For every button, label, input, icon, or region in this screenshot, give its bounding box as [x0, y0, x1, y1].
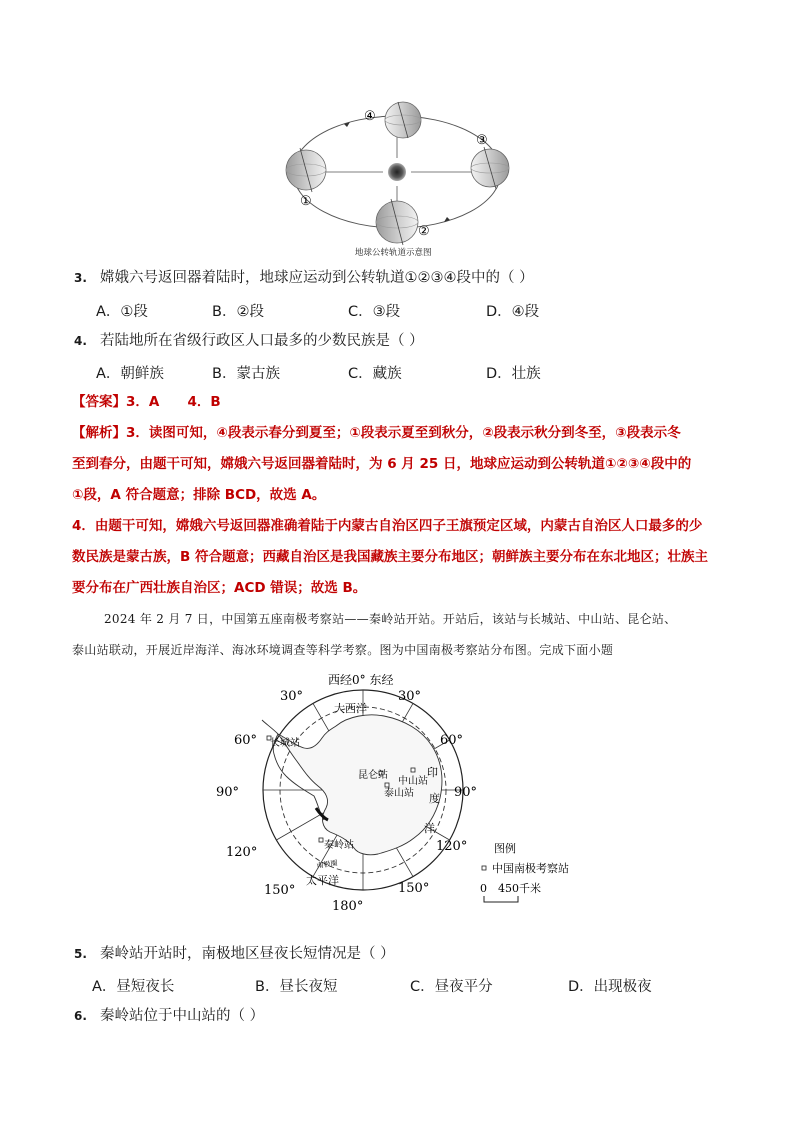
q3-option-a[interactable]: A．①段: [96, 304, 148, 320]
question-number: 3.: [74, 271, 87, 285]
answer-line: [72, 387, 221, 418]
lon-label-w90: 90°: [216, 785, 240, 800]
question-number: 4.: [74, 334, 87, 348]
figure1-caption: 地球公转轨道示意图: [355, 248, 432, 258]
analysis-block: [72, 418, 732, 604]
legend-scale-value: 450千米: [498, 882, 541, 895]
legend-station-marker: [482, 866, 486, 870]
question-text: 若陆地所在省级行政区人口最多的少数民族是（ ）: [100, 333, 424, 349]
lon-label-w120: 120°: [226, 845, 258, 860]
q5-option-b[interactable]: B．昼长夜短: [255, 979, 338, 995]
sun-icon: [388, 163, 406, 181]
q3-option-b[interactable]: B．②段: [212, 304, 264, 320]
earth-globe-1: [286, 148, 326, 192]
station-changcheng: 长城站: [270, 738, 300, 749]
orbit-label-1: ①: [300, 194, 312, 209]
station-taishan: 泰山站: [384, 788, 414, 799]
intro-line-1: 2024 年 2 月 7 日，中国第五座南极考察站——秦岭站开站。开站后，该站与长城站、中山站、昆仑站、: [104, 612, 677, 626]
antarctic-stations-map: [208, 668, 588, 918]
q4-option-b[interactable]: B．蒙古族: [212, 366, 280, 382]
ocean-indian-3: 洋: [424, 822, 435, 835]
orbit-label-4: ④: [364, 109, 376, 124]
question-text: 秦岭站位于中山站的（ ）: [100, 1008, 265, 1024]
ocean-pacific: 太平洋: [306, 874, 339, 887]
analysis-line-5: 数民族是蒙古族，B 符合题意；西藏自治区是我国藏族主要分布地区；朝鲜族主要分布在东北地区；壮族主: [72, 549, 708, 565]
question-6: [74, 1006, 264, 1026]
lon-label-w150: 150°: [264, 883, 296, 898]
analysis-line-4: 4．由题干可知，嫦娥六号返回器准确着陆于内蒙古自治区四子王旗预定区域，内蒙古自治区人口最多的少: [72, 518, 703, 534]
earth-orbit-diagram: [278, 90, 516, 260]
earth-globe-4: [385, 102, 421, 138]
station-kunlun: 昆仑站: [358, 770, 388, 781]
lon-label-e30: 30°: [398, 689, 422, 704]
earth-globe-2: [376, 199, 418, 245]
analysis-line-3: ①段，A 符合题意；排除 BCD，故选 A。: [72, 487, 326, 503]
question-5: [74, 944, 395, 964]
q4-option-d[interactable]: D．壮族: [486, 366, 541, 382]
question-4: [74, 331, 424, 351]
station-marker-taishan: [385, 783, 389, 787]
q5-option-d[interactable]: D．出现极夜: [568, 979, 652, 995]
lon-label-e60: 60°: [440, 733, 464, 748]
q3-option-c[interactable]: C．③段: [348, 304, 401, 320]
legend-scale-bar: [484, 896, 518, 902]
orbit-label-2: ②: [418, 224, 430, 239]
antarctic-circle-label: 南极圈: [316, 859, 339, 870]
analysis-line-6: 要分布在广西壮族自治区；ACD 错误；故选 B。: [72, 580, 367, 596]
legend-title: 图例: [494, 842, 516, 855]
q5-option-c[interactable]: C．昼夜平分: [410, 979, 493, 995]
lon-label-w60: 60°: [234, 733, 258, 748]
answer-tag: 【答案】: [72, 394, 126, 410]
question-number: 6.: [74, 1009, 87, 1023]
answer-text: 3．A 4．B: [126, 394, 221, 410]
ocean-atlantic: 大西洋: [334, 702, 367, 715]
lon-label-180: 180°: [332, 899, 364, 914]
question-3: [74, 268, 534, 288]
question-text: 嫦娥六号返回器着陆时，地球应运动到公转轨道①②③④段中的（ ）: [100, 270, 534, 286]
station-qinling: 秦岭站: [324, 840, 354, 851]
question-number: 5.: [74, 947, 87, 961]
station-marker-zhongshan: [411, 768, 415, 772]
q5-option-a[interactable]: A．昼短夜长: [92, 979, 175, 995]
ocean-indian-1: 印: [427, 766, 438, 779]
lon-label-e90: 90°: [454, 785, 478, 800]
analysis-tag: 【解析】: [72, 425, 126, 441]
analysis-line-1: 【解析】3．读图可知，④段表示春分到夏至；①段表示夏至到秋分，②段表示秋分到冬至，③段表示冬: [72, 425, 681, 441]
lon-label-w30: 30°: [280, 689, 304, 704]
station-zhongshan: 中山站: [398, 776, 428, 787]
passage-intro: [72, 604, 732, 666]
lon-label-e120: 120°: [436, 839, 468, 854]
top-meridian-label: 西经0° 东经: [328, 673, 394, 687]
q4-option-a[interactable]: A．朝鲜族: [96, 366, 164, 382]
station-marker-qinling: [319, 838, 323, 842]
ocean-indian-2: 度: [429, 792, 440, 805]
question-text: 秦岭站开站时，南极地区昼夜长短情况是（ ）: [100, 946, 395, 962]
analysis-line-2: 至到春分，由题干可知，嫦娥六号返回器着陆时，为 6 月 25 日，地球应运动到公转轨道①②③④段中的: [72, 456, 692, 472]
orbit-label-3: ③: [476, 133, 488, 148]
legend-station-label: 中国南极考察站: [492, 862, 569, 875]
earth-globe-3: [471, 147, 509, 189]
q4-option-c[interactable]: C．藏族: [348, 366, 402, 382]
legend-scale-zero: 0: [480, 882, 487, 895]
intro-line-2: 泰山站联动，开展近岸海洋、海冰环境调查等科学考察。图为中国南极考察站分布图。完成下面小题: [72, 643, 614, 657]
q3-option-d[interactable]: D．④段: [486, 304, 540, 320]
lon-label-e150: 150°: [398, 881, 430, 896]
